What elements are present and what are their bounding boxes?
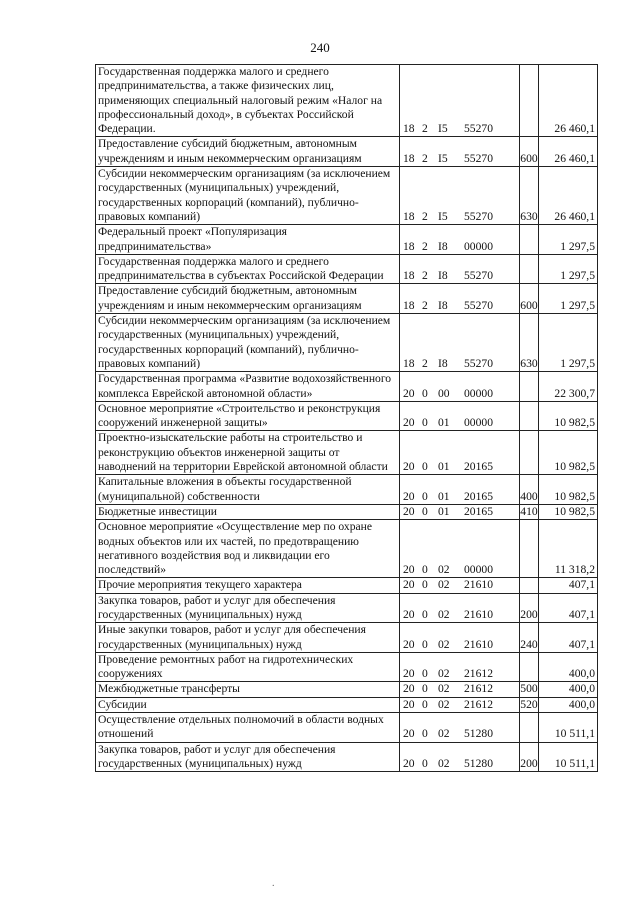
code-subprogram: 2: [422, 298, 428, 312]
row-expense-type: [520, 652, 539, 682]
code-direction: 55270: [464, 209, 493, 223]
row-name: Государственная поддержка малого и среднего предпринимательства, а также физических лиц, применяющих специальный налоговый режим «Налог на профессиональный доход», в субъектах Российской Федерации.: [96, 65, 400, 137]
table-row: [96, 697, 598, 712]
table-row: [96, 623, 598, 653]
code-program: 18: [403, 269, 415, 283]
code-event: I8: [438, 356, 448, 370]
budget-table: [95, 64, 598, 772]
code-event: I5: [438, 122, 448, 136]
row-expense-type: 400: [520, 475, 539, 505]
row-expense-type: 600: [520, 284, 539, 314]
row-code: [400, 578, 520, 593]
page-number: 240: [310, 40, 330, 55]
code-event: I8: [438, 298, 448, 312]
row-amount: 10 982,5: [539, 475, 598, 505]
table-row: [96, 742, 598, 772]
row-expense-type: 500: [520, 682, 538, 696]
code-event: 02: [438, 727, 450, 741]
row-code: [400, 697, 520, 712]
scan-mark: .: [272, 878, 275, 889]
code-direction: 55270: [464, 356, 493, 370]
row-amount: 26 460,1: [539, 65, 598, 137]
row-expense-type: [520, 431, 539, 475]
code-subprogram: 0: [422, 504, 428, 518]
table-row: [96, 713, 598, 743]
code-subprogram: 0: [422, 416, 428, 430]
code-program: 20: [403, 460, 415, 474]
row-expense-type: 410: [520, 504, 538, 518]
code-direction: 20165: [464, 489, 493, 503]
row-code: [400, 372, 520, 402]
code-direction: 55270: [464, 269, 493, 283]
row-name: Закупка товаров, работ и услуг для обеспечения государственных (муниципальных) нужд: [96, 742, 400, 772]
row-name: Капитальные вложения в объекты государственной (муниципальной) собственности: [96, 475, 400, 505]
row-code: [400, 254, 520, 284]
code-event: 02: [438, 697, 450, 711]
table-row: [96, 254, 598, 284]
code-event: 02: [438, 607, 450, 621]
code-subprogram: 2: [422, 151, 428, 165]
code-direction: 55270: [464, 298, 493, 312]
row-code: [400, 682, 520, 697]
row-name: Предоставление субсидий бюджетным, автономным учреждениям и иным некоммерческим организациям: [96, 137, 400, 167]
row-name: Федеральный проект «Популяризация предпринимательства»: [96, 225, 400, 255]
table-row: [96, 314, 598, 372]
code-program: 20: [403, 637, 415, 651]
row-name: Бюджетные инвестиции: [96, 504, 400, 519]
row-amount: 10 511,1: [539, 742, 598, 772]
code-program: 20: [403, 682, 415, 696]
row-code: [400, 431, 520, 475]
row-amount: 10 982,5: [539, 431, 598, 475]
code-program: 20: [403, 727, 415, 741]
row-expense-type: [520, 578, 539, 593]
row-expense-type: 240: [520, 623, 539, 653]
code-subprogram: 0: [422, 682, 428, 696]
row-name: Проектно-изыскательские работы на строительство и реконструкцию объектов инженерной защиты от наводнений на территории Еврейской автономной области: [96, 431, 400, 475]
row-code: [400, 65, 520, 137]
code-direction: 20165: [464, 460, 493, 474]
row-code: [400, 225, 520, 255]
row-expense-type: 630: [520, 167, 539, 225]
code-direction: 21610: [464, 637, 493, 651]
table-row: [96, 137, 598, 167]
code-program: 18: [403, 122, 415, 136]
row-amount: 1 297,5: [539, 254, 598, 284]
code-subprogram: 0: [422, 607, 428, 621]
row-name: Государственная программа «Развитие водохозяйственного комплекса Еврейской автономной области»: [96, 372, 400, 402]
row-name: Закупка товаров, работ и услуг для обеспечения государственных (муниципальных) нужд: [96, 593, 400, 623]
code-event: I8: [438, 239, 448, 253]
code-event: I8: [438, 269, 448, 283]
row-amount: 10 511,1: [539, 713, 598, 743]
code-subprogram: 0: [422, 727, 428, 741]
code-event: 02: [438, 637, 450, 651]
code-program: 18: [403, 298, 415, 312]
code-direction: 21612: [464, 682, 493, 696]
row-name: Субсидии некоммерческим организациям (за исключением государственных (муниципальных) учреждений, государственных корпораций (компаний), публично-правовых компаний): [96, 167, 400, 225]
table-row: [96, 593, 598, 623]
budget-table-body: [96, 65, 598, 772]
row-name: Основное мероприятие «Осуществление мер по охране водных объектов или их частей, по предотвращению негативного воздействия вод и ликвидации его последствий»: [96, 520, 400, 578]
code-program: 20: [403, 489, 415, 503]
table-row: [96, 65, 598, 137]
row-amount: 407,1: [539, 593, 598, 623]
code-subprogram: 0: [422, 563, 428, 577]
row-code: [400, 314, 520, 372]
code-direction: 20165: [464, 504, 493, 518]
table-row: [96, 225, 598, 255]
code-event: 01: [438, 504, 450, 518]
row-code: [400, 742, 520, 772]
row-amount: 400,0: [539, 652, 598, 682]
code-event: 02: [438, 563, 450, 577]
row-expense-type: [520, 65, 539, 137]
row-amount: 10 982,5: [539, 401, 598, 431]
table-row: [96, 401, 598, 431]
code-subprogram: 0: [422, 697, 428, 711]
code-direction: 55270: [464, 122, 493, 136]
code-program: 20: [403, 416, 415, 430]
row-amount: 407,1: [539, 578, 598, 593]
code-program: 20: [403, 504, 415, 518]
code-subprogram: 2: [422, 356, 428, 370]
row-code: [400, 167, 520, 225]
code-subprogram: 0: [422, 667, 428, 681]
code-program: 18: [403, 151, 415, 165]
table-row: [96, 578, 598, 593]
code-event: 02: [438, 756, 450, 770]
row-code: [400, 652, 520, 682]
code-subprogram: 0: [422, 386, 428, 400]
row-name: Субсидии: [96, 697, 400, 712]
row-name: Межбюджетные трансферты: [96, 682, 400, 697]
code-subprogram: 0: [422, 637, 428, 651]
row-name: Основное мероприятие «Строительство и реконструкция сооружений инженерной защиты»: [96, 401, 400, 431]
row-code: [400, 520, 520, 578]
code-subprogram: 0: [422, 489, 428, 503]
table-row: [96, 504, 598, 519]
code-event: 02: [438, 667, 450, 681]
row-name: Государственная поддержка малого и среднего предпринимательства в субъектах Российской Федерации: [96, 254, 400, 284]
row-name: Предоставление субсидий бюджетным, автономным учреждениям и иным некоммерческим организациям: [96, 284, 400, 314]
row-expense-type: [520, 372, 539, 402]
row-expense-type: 200: [520, 593, 539, 623]
code-event: I5: [438, 209, 448, 223]
row-expense-type: [520, 225, 539, 255]
row-code: [400, 401, 520, 431]
row-code: [400, 475, 520, 505]
code-direction: 51280: [464, 727, 493, 741]
row-name: Иные закупки товаров, работ и услуг для обеспечения государственных (муниципальных) нужд: [96, 623, 400, 653]
row-code: [400, 504, 520, 519]
code-program: 20: [403, 607, 415, 621]
table-row: [96, 372, 598, 402]
table-row: [96, 475, 598, 505]
code-program: 18: [403, 239, 415, 253]
code-subprogram: 0: [422, 460, 428, 474]
row-amount: 11 318,2: [539, 520, 598, 578]
row-expense-type: 600: [520, 137, 539, 167]
row-code: [400, 137, 520, 167]
row-expense-type: [520, 520, 539, 578]
code-program: 20: [403, 667, 415, 681]
row-expense-type: 200: [520, 742, 539, 772]
code-direction: 00000: [464, 386, 493, 400]
row-expense-type: [520, 713, 539, 743]
code-event: I5: [438, 151, 448, 165]
row-amount: 400,0: [539, 697, 598, 712]
row-amount: 10 982,5: [539, 504, 598, 519]
row-name: Осуществление отдельных полномочий в области водных отношений: [96, 713, 400, 743]
code-direction: 00000: [464, 239, 493, 253]
code-event: 00: [438, 386, 450, 400]
code-direction: 00000: [464, 416, 493, 430]
code-program: 20: [403, 756, 415, 770]
row-name: Проведение ремонтных работ на гидротехнических сооружениях: [96, 652, 400, 682]
code-subprogram: 0: [422, 578, 428, 592]
code-event: 01: [438, 489, 450, 503]
row-amount: 26 460,1: [539, 167, 598, 225]
table-row: [96, 284, 598, 314]
row-amount: 407,1: [539, 623, 598, 653]
code-program: 20: [403, 578, 415, 592]
code-program: 20: [403, 386, 415, 400]
row-code: [400, 593, 520, 623]
code-event: 01: [438, 416, 450, 430]
code-subprogram: 2: [422, 239, 428, 253]
row-amount: 22 300,7: [539, 372, 598, 402]
row-expense-type: [520, 254, 539, 284]
code-direction: 55270: [464, 151, 493, 165]
row-expense-type: 520: [520, 697, 538, 711]
table-row: [96, 431, 598, 475]
row-expense-type: 630: [520, 314, 539, 372]
row-amount: 1 297,5: [539, 314, 598, 372]
table-row: [96, 682, 598, 697]
row-amount: 1 297,5: [539, 284, 598, 314]
row-name: Прочие мероприятия текущего характера: [96, 578, 400, 593]
code-program: 20: [403, 563, 415, 577]
table-row: [96, 520, 598, 578]
table-row: [96, 652, 598, 682]
row-amount: 1 297,5: [539, 225, 598, 255]
code-program: 18: [403, 356, 415, 370]
code-direction: 21612: [464, 667, 493, 681]
code-event: 01: [438, 460, 450, 474]
code-event: 02: [438, 578, 450, 592]
code-direction: 21612: [464, 697, 493, 711]
code-subprogram: 0: [422, 756, 428, 770]
code-subprogram: 2: [422, 269, 428, 283]
code-subprogram: 2: [422, 122, 428, 136]
row-expense-type: [520, 401, 539, 431]
code-direction: 00000: [464, 563, 493, 577]
code-subprogram: 2: [422, 209, 428, 223]
row-amount: 400,0: [539, 682, 598, 697]
code-direction: 21610: [464, 578, 493, 592]
row-code: [400, 713, 520, 743]
code-program: 18: [403, 209, 415, 223]
code-event: 02: [438, 682, 450, 696]
row-code: [400, 284, 520, 314]
table-row: [96, 167, 598, 225]
row-amount: 26 460,1: [539, 137, 598, 167]
code-direction: 51280: [464, 756, 493, 770]
row-name: Субсидии некоммерческим организациям (за исключением государственных (муниципальных) учреждений, государственных корпораций (компаний), публично-правовых компаний): [96, 314, 400, 372]
code-direction: 21610: [464, 607, 493, 621]
row-code: [400, 623, 520, 653]
code-program: 20: [403, 697, 415, 711]
